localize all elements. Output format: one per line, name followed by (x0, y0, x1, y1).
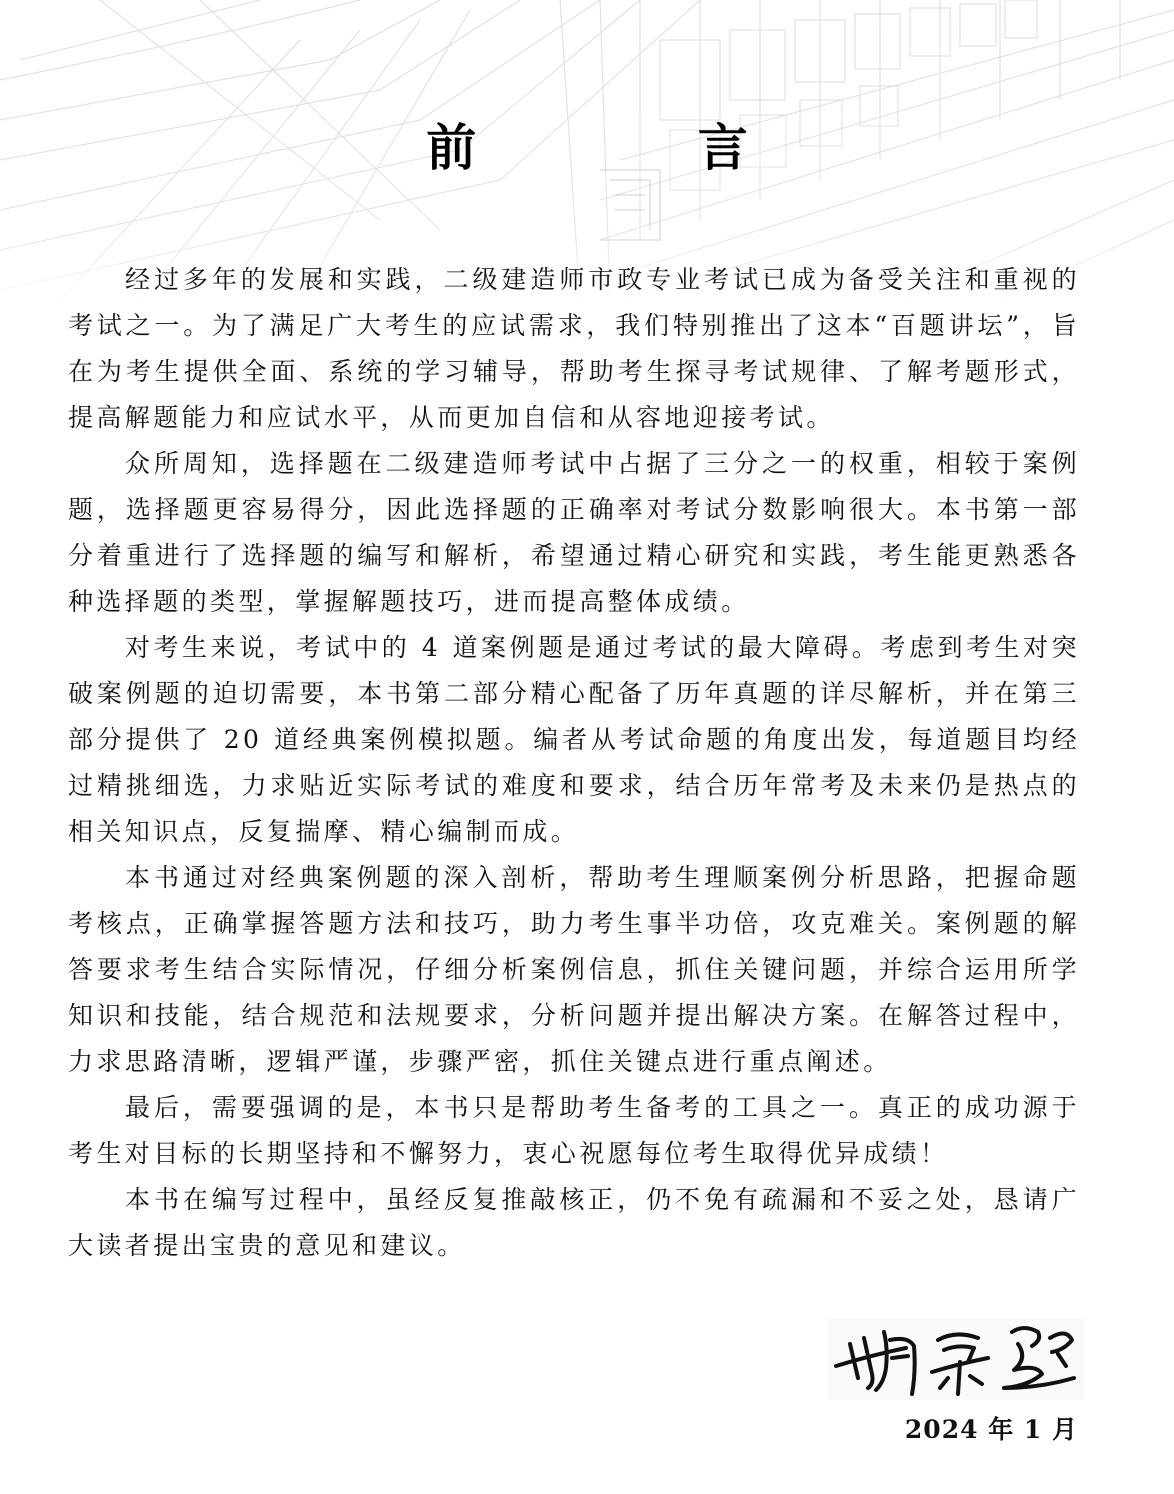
page-title: 前 言 (426, 118, 850, 177)
preface-body (68, 257, 1080, 1269)
paragraph: 对考生来说，考试中的 4 道案例题是通过考试的最大障碍。考虑到考生对突破案例题的迫切需要，本书第二部分精心配备了历年真题的详尽解析，并在第三部分提供了 20 道经典案例模拟题。编者从考试命题的角度出发，每道题目均经过精挑细选，力求贴近实际考试的难度和要求，结合历年常考及未来仍是热点的相关知识点，反复揣摩、精心编制而成。 (68, 633, 1080, 846)
paragraph: 本书通过对经典案例题的深入剖析，帮助考生理顺案例分析思路，把握命题考核点，正确掌握答题方法和技巧，助力考生事半功倍，攻克难关。案例题的解答要求考生结合实际情况，仔细分析案例信息，抓住关键问题，并综合运用所学知识和技能，结合规范和法规要求，分析问题并提出解决方案。在解答过程中，力求思路清晰，逻辑严谨，步骤严密，抓住关键点进行重点阐述。 (68, 863, 1080, 1076)
handwritten-signature (828, 1318, 1084, 1400)
paragraph: 最后，需要强调的是，本书只是帮助考生备考的工具之一。真正的成功源于考生对目标的长期坚持和不懈努力，衷心祝愿每位考生取得优异成绩！ (68, 1093, 1080, 1168)
paragraph: 经过多年的发展和实践，二级建造师市政专业考试已成为备受关注和重视的考试之一。为了满足广大考生的应试需求，我们特别推出了这本“百题讲坛”，旨在为考生提供全面、系统的学习辅导，帮助考生探寻考试规律、了解考题形式，提高解题能力和应试水平，从而更加自信和从容地迎接考试。 (68, 265, 1080, 432)
date-line: 2024 年 1 月 (904, 1415, 1078, 1444)
paragraph: 本书在编写过程中，虽经反复推敲核正，仍不免有疏漏和不妥之处，恳请广大读者提出宝贵的意见和建议。 (68, 1185, 1080, 1260)
paragraph: 众所周知，选择题在二级建造师考试中占据了三分之一的权重，相较于案例题，选择题更容易得分，因此选择题的正确率对考试分数影响很大。本书第一部分着重进行了选择题的编写和解析，希望通过精心研究和实践，考生能更熟悉各种选择题的类型，掌握解题技巧，进而提高整体成绩。 (68, 449, 1080, 616)
